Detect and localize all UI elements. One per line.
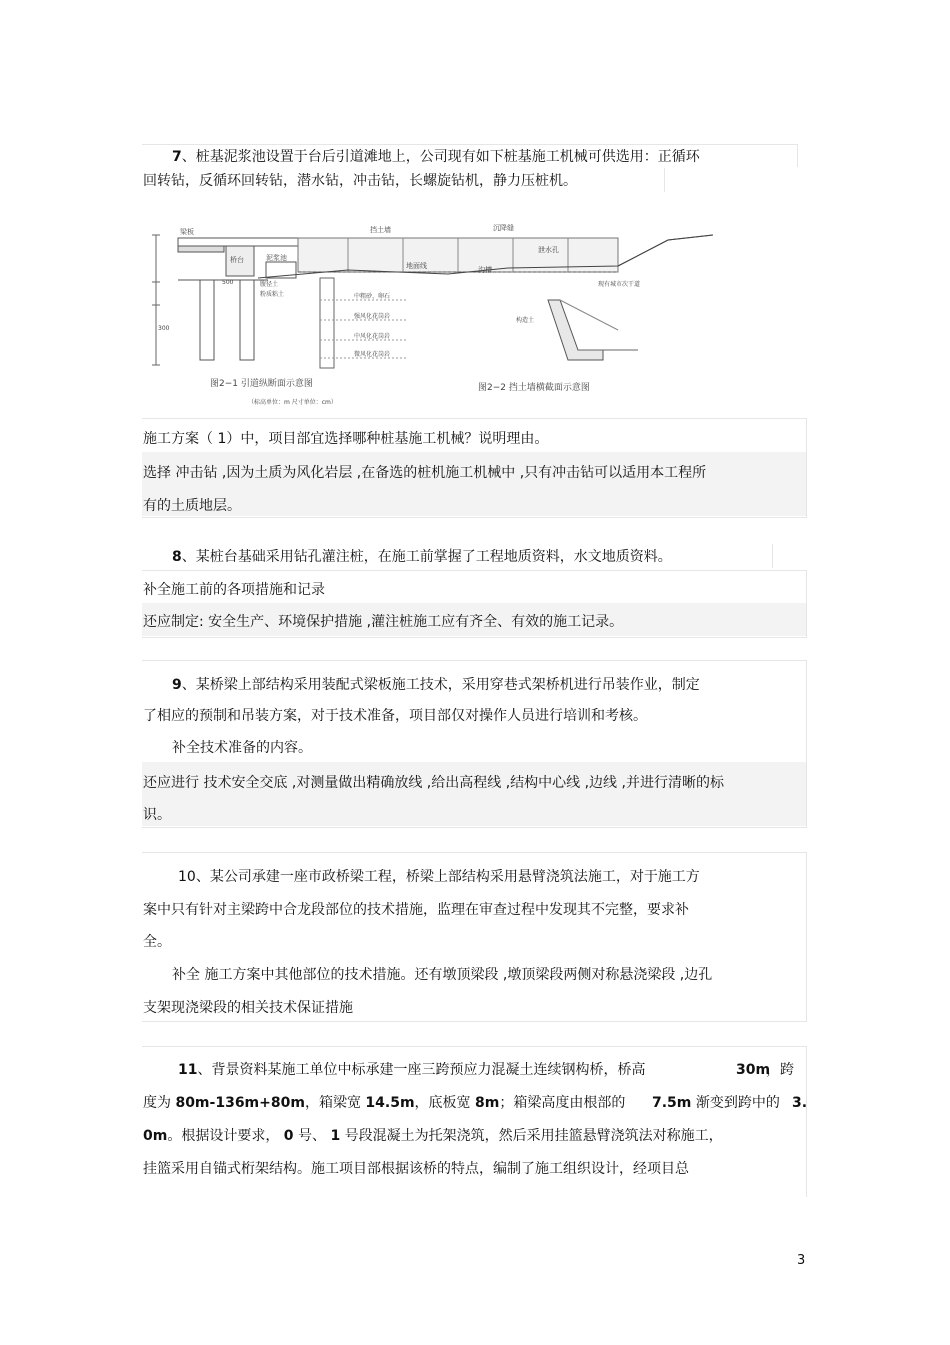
q11-l3f: 号段混凝土为托架浇筑，然后采用挂篮悬臂浇筑法对称施工， xyxy=(340,1128,723,1144)
label-dim-300: 300 xyxy=(158,325,170,332)
label-qiaotai: 桥台 xyxy=(230,256,244,264)
label-gouzaoti: 构造土 xyxy=(516,317,535,324)
q10-line-3: 全。 xyxy=(143,934,171,950)
label-qiangfeng: 强风化花岗岩 xyxy=(354,313,391,320)
figure-caption-1: 图2−1 引道纵断面示意图 xyxy=(210,379,313,389)
label-fenzhi: 粉质粘土 xyxy=(260,291,285,298)
q11-l3c: 0 xyxy=(283,1128,294,1144)
label-zhongfeng: 中风化花岗岩 xyxy=(354,333,391,340)
label-zhiduan: 腹径土 xyxy=(260,281,279,288)
q8-question: 补全施工前的各项措施和记录 xyxy=(143,582,325,598)
q8-number: 8 xyxy=(172,549,182,565)
label-dangtuqiang: 挡土墙 xyxy=(370,226,391,234)
q8-answer: 还应制定: 安全生产、环境保护措施 ,灌注桩施工应有齐全、有效的施工记录。 xyxy=(143,614,624,630)
q11-l2e: ，底板宽 xyxy=(414,1095,475,1111)
q11-l2h: 7.5m xyxy=(652,1095,692,1111)
q11-l2g: ；箱梁高度由根部的 xyxy=(499,1095,626,1111)
q11-line-2b xyxy=(652,1094,780,1112)
label-dim-500: 500 xyxy=(222,279,234,286)
q7-answer-shade xyxy=(142,452,806,516)
q11-l2d: 14.5m xyxy=(365,1095,415,1111)
label-xianyou: 现有城市次干道 xyxy=(598,281,641,288)
label-zhongcu: 中粗砂、卵石 xyxy=(354,293,391,300)
q11-number: 11 xyxy=(178,1062,198,1078)
q7-answer-2: 有的土质地层。 xyxy=(143,498,241,514)
q7-answer-1: 选择 冲击钻 ,因为土质为风化岩层 ,在备选的桩机施工机械中 ,只有冲击钻可以适用本工程所 xyxy=(143,465,707,481)
q8-line-1 xyxy=(172,548,672,566)
q11-l2i: 渐变到跨中的 xyxy=(691,1095,780,1111)
q11-line-4: 挂篮采用自锚式桁架结构。施工项目部根据该桥的特点，编制了施工组织设计，经项目总 xyxy=(143,1161,689,1177)
q11-l2c: ，箱梁宽 xyxy=(304,1095,366,1111)
q11-l1b: 30m xyxy=(736,1062,771,1078)
q11-l2a: 度为 xyxy=(143,1095,176,1111)
q11-line-2 xyxy=(143,1094,625,1112)
q7-line-1-text: 、桩基泥浆池设置于台后引道滩地上，公司现有如下桩基施工机械可供选用：正循环 xyxy=(181,149,700,165)
q11-l3b: 。根据设计要求， xyxy=(167,1128,284,1144)
label-gouzao: 沟槽 xyxy=(478,266,492,274)
q9-answer-2: 识。 xyxy=(143,807,171,823)
q7-line-2: 回转钻，反循环回转钻，潜水钻，冲击钻，长螺旋钻机，静力压桩机。 xyxy=(143,173,577,189)
q11-l2f: 8m xyxy=(475,1095,500,1111)
q11-l2j: 3. xyxy=(792,1095,808,1111)
q10-line-1: 10、某公司承建一座市政桥梁工程，桥梁上部结构采用悬臂浇筑法施工，对于施工方 xyxy=(178,869,700,885)
q9-number: 9 xyxy=(172,677,182,693)
q9-answer-1: 还应进行 技术安全交底 ,对测量做出精确放线 ,给出高程线 ,结构中心线 ,边线 ,并进行清晰的标 xyxy=(143,775,724,791)
q7-question: 施工方案（ 1）中，项目部宜选择哪种桩基施工机械？说明理由。 xyxy=(143,431,549,447)
q10-line-2: 案中只有针对主梁跨中合龙段部位的技术措施，监理在审查过程中发现其不完整，要求补 xyxy=(143,902,689,918)
q11-l3a: 0m xyxy=(143,1128,168,1144)
q11-l3e: 1 xyxy=(330,1128,341,1144)
q11-line-3 xyxy=(143,1127,723,1145)
label-dimianxian: 地面线 xyxy=(406,262,427,270)
q8-line-1-text: 、某桩台基础采用钻孔灌注桩，在施工前掌握了工程地质资料，水文地质资料。 xyxy=(181,549,672,565)
q11-l1a: 、背景资料某施工单位中标承建一座三跨预应力混凝土连续钢构桥，桥高 xyxy=(197,1062,646,1078)
q9-line-1-text: 、某桥梁上部结构采用装配式梁板施工技术，采用穿巷式架桥机进行吊装作业，制定 xyxy=(181,677,700,693)
figure-caption-2: 图2−2 挡土墙横截面示意图 xyxy=(478,383,590,393)
figure-drawing xyxy=(148,200,718,410)
q7-line-1 xyxy=(172,148,700,166)
q9-line-2: 了相应的预制和吊装方案，对于技术准备，项目部仅对操作人员进行培训和考核。 xyxy=(143,708,647,724)
figure-note: （标高单位：m 尺寸单位：cm） xyxy=(248,399,337,406)
q7-number: 7 xyxy=(172,149,182,165)
engineering-figure xyxy=(148,200,718,410)
q9-answer-shade xyxy=(142,762,806,826)
label-liangban: 梁板 xyxy=(180,228,194,236)
q11-l3d: 号、 xyxy=(293,1128,331,1144)
q9-line-1 xyxy=(172,676,700,694)
label-chenjiangfeng: 沉降缝 xyxy=(493,224,514,232)
q11-l1c: ，跨 xyxy=(766,1062,794,1078)
q11-l2b: 80m-136m+80m xyxy=(175,1095,305,1111)
page-number: 3 xyxy=(797,1253,806,1268)
label-nijiangchi: 泥浆池 xyxy=(266,254,287,262)
q10-answer-2: 支架现浇梁段的相关技术保证措施 xyxy=(143,1000,353,1016)
label-xieshuikong: 泄水孔 xyxy=(538,246,559,254)
q10-answer-1: 补全 施工方案中其他部位的技术措施。还有墩顶梁段 ,墩顶梁段两侧对称悬浇梁段 ,边孔 xyxy=(172,967,713,983)
q11-line-1 xyxy=(178,1061,645,1079)
q9-question: 补全技术准备的内容。 xyxy=(172,740,312,756)
label-weifeng: 微风化花岗岩 xyxy=(354,351,391,358)
